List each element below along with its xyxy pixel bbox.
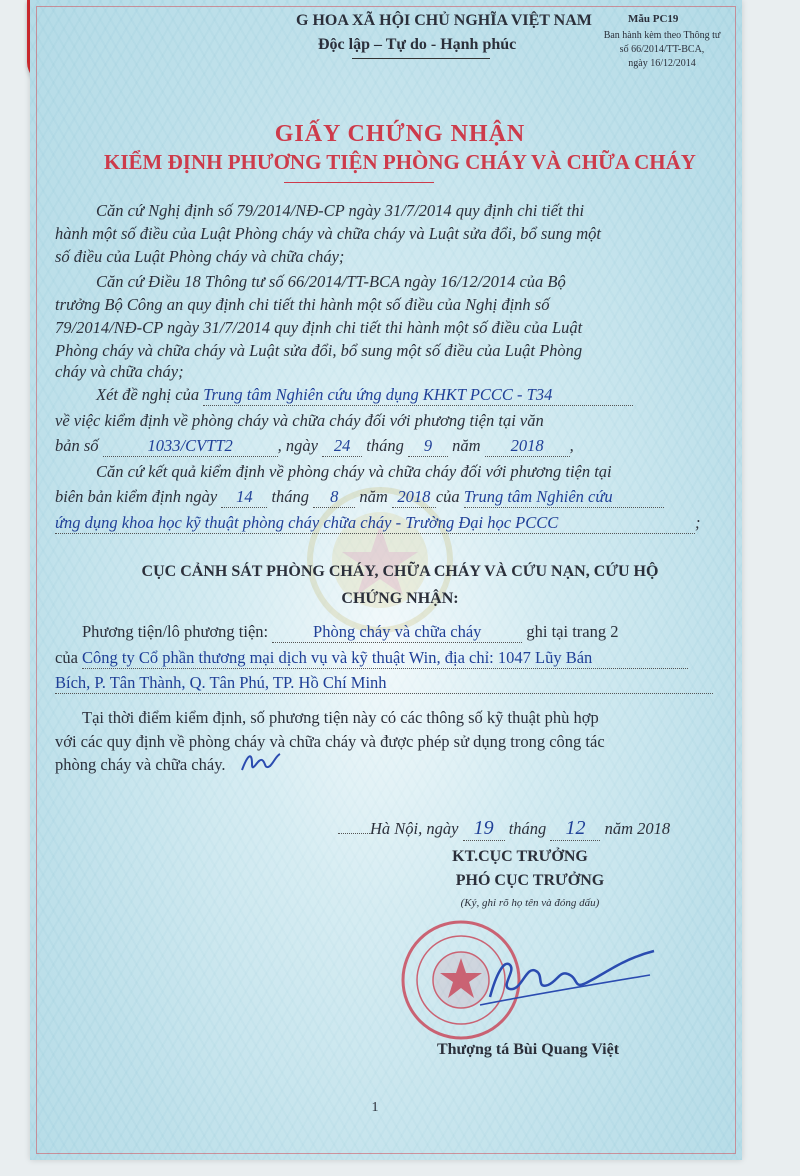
requester-field: Trung tâm Nghiên cứu ứng dụng KHKT PCCC - T34: [203, 385, 633, 406]
report-month-field: 8: [313, 487, 355, 508]
conclusion-line: Tại thời điểm kiểm định, số phương tiện này có các thông số kỹ thuật phù hợp: [82, 708, 599, 727]
basis-para3-line2: về việc kiểm định về phòng cháy và chữa cháy đối với phương tiện tại văn: [55, 411, 544, 430]
agency-heading: CỤC CẢNH SÁT PHÒNG CHÁY, CHỮA CHÁY VÀ CỨU NẠN, CỨU HỘ: [141, 563, 659, 580]
report-year-field: 2018: [392, 487, 436, 508]
signer-role2: PHÓ CỤC TRƯỞNG: [455, 872, 605, 889]
doc-month-field: 9: [408, 436, 448, 457]
sign-day-field: 19: [463, 817, 505, 841]
signer-role1: KT.CỤC TRƯỞNG: [452, 848, 588, 865]
basis-para4-line1: Căn cứ kết quả kiểm định về phòng cháy và chữa cháy đối với phương tiện tại: [96, 462, 612, 481]
doc-number-field: 1033/CVTT2: [103, 436, 278, 457]
conclusion-line: phòng cháy và chữa cháy.: [55, 755, 226, 774]
motto: Độc lập – Tự do - Hạnh phúc: [318, 36, 517, 53]
director-signature-icon: [470, 935, 660, 1015]
report-org-field: Trung tâm Nghiên cứu: [464, 487, 664, 508]
basis-para2-line: Phòng cháy và chữa cháy và Luật sửa đổi, bổ sung một số điều của Luật Phòng: [55, 341, 583, 360]
form-code: Mẫu PC19: [628, 13, 679, 25]
basis-para3-line1: Xét đề nghị của Trung tâm Nghiên cứu ứng dụng KHKT PCCC - T34: [96, 385, 633, 406]
basis-para2-line: 79/2014/NĐ-CP ngày 31/7/2014 quy định chi tiết thi hành một số điều của Luật: [55, 318, 583, 337]
sign-note: (Ký, ghi rõ họ tên và đóng dấu): [460, 897, 600, 909]
conclusion-line: với các quy định về phòng cháy và chữa cháy và được phép sử dụng trong công tác: [55, 732, 605, 751]
page-number: 1: [371, 1100, 379, 1115]
certifies-heading: CHỨNG NHẬN:: [341, 590, 459, 607]
signer-name: Thượng tá Bùi Quang Việt: [436, 1041, 620, 1058]
report-day-field: 14: [221, 487, 267, 508]
motto-underline: [352, 58, 490, 59]
owner-line2: [55, 673, 713, 694]
basis-para2-line: trưởng Bộ Công an quy định chi tiết thi hành một số điều của Nghị định số: [55, 295, 550, 314]
basis-para4-line2: biên bản kiểm định ngày 14 tháng 8 năm 2018 của Trung tâm Nghiên cứu: [55, 487, 664, 508]
sign-date-line: Hà Nội, ngày 19 tháng 12 năm 2018: [338, 817, 670, 841]
owner-field: Công ty Cổ phần thương mại dịch vụ và kỹ thuật Win, địa chỉ: 1047 Lũy Bán: [82, 648, 688, 669]
basis-para2-line: cháy và chữa cháy;: [55, 362, 184, 381]
nation-heading: G HOA XÃ HỘI CHỦ NGHĨA VIỆT NAM: [296, 12, 592, 29]
owner-line1: của Công ty Cổ phần thương mại dịch vụ và kỹ thuật Win, địa chỉ: 1047 Lũy Bán: [55, 648, 688, 669]
basis-para2-line: Căn cứ Điều 18 Thông tư số 66/2014/TT-BCA ngày 16/12/2014 của Bộ: [96, 272, 566, 291]
title-underline: [284, 182, 434, 183]
vehicle-field: Phòng cháy và chữa cháy: [272, 622, 522, 643]
sign-month-field: 12: [550, 817, 600, 841]
report-org-field-cont: ứng dụng khoa học kỹ thuật phòng cháy chữa cháy - Trường Đại học PCCC: [55, 513, 695, 534]
doc-year-field: 2018: [485, 436, 570, 457]
certificate-subtitle: KIỂM ĐỊNH PHƯƠNG TIỆN PHÒNG CHÁY VÀ CHỮA CHÁY: [104, 150, 696, 174]
doc-day-field: 24: [322, 436, 362, 457]
owner-address-field: Bích, P. Tân Thành, Q. Tân Phú, TP. Hồ Chí Minh: [55, 673, 713, 694]
initial-signature-icon: [238, 746, 284, 778]
vehicle-line: Phương tiện/lô phương tiện: Phòng cháy và chữa cháy ghi tại trang 2: [82, 622, 619, 641]
basis-para1-line: hành một số điều của Luật Phòng cháy và chữa cháy và Luật sửa đổi, bổ sung một: [55, 224, 601, 243]
form-issued-note: Ban hành kèm theo Thông tư số 66/2014/TT-BCA, ngày 16/12/2014: [603, 30, 721, 69]
basis-para3-line3: bản số 1033/CVTT2 , ngày 24 tháng 9 năm 2018 ,: [55, 436, 574, 455]
basis-para4-line3: ứng dụng khoa học kỹ thuật phòng cháy chữa cháy - Trường Đại học PCCC ;: [55, 513, 701, 532]
certificate-title: GIẤY CHỨNG NHẬN: [274, 121, 526, 147]
basis-para1-line: Căn cứ Nghị định số 79/2014/NĐ-CP ngày 31/7/2014 quy định chi tiết thi: [96, 201, 585, 220]
basis-para1-line: số điều của Luật Phòng cháy và chữa cháy;: [55, 247, 345, 266]
